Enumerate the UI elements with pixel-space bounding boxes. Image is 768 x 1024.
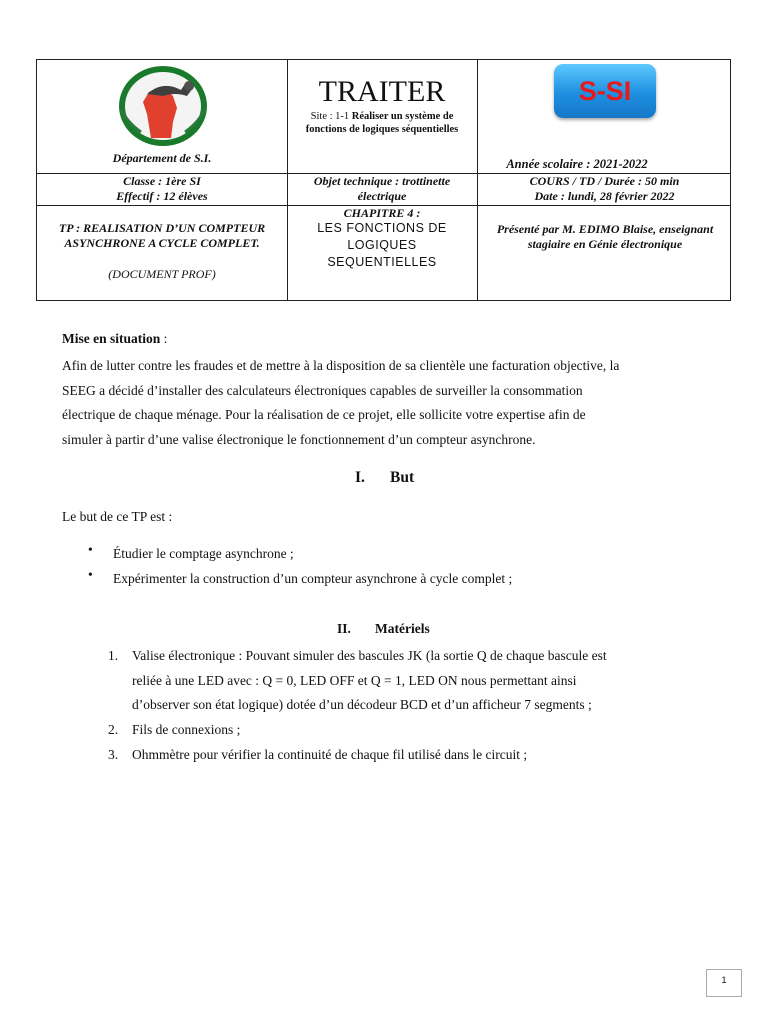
situation-heading — [62, 327, 712, 352]
presented-by: Présenté par M. EDIMO Blaise, enseignant stagiaire en Génie électronique — [496, 222, 714, 251]
chapter-title: LES FONCTIONS DE LOGIQUES SEQUENTIELLES — [317, 221, 447, 269]
doc-prof: (DOCUMENT PROF) — [108, 267, 216, 281]
section-title-materiels: Matériels — [375, 621, 430, 636]
situation-paragraph — [62, 354, 712, 452]
department: Département de S.I. — [112, 151, 212, 165]
paragraph-line: SEEG a décidé d’installer des calculateurs électroniques capables de surveiller la consommation — [62, 382, 583, 398]
ssi-logo: S-SI — [554, 64, 656, 118]
list-item — [132, 644, 732, 718]
effectif: Effectif : 12 élèves — [116, 189, 208, 203]
situation-colon: : — [160, 331, 168, 346]
list-item-line: d’observer son état logique) dotée d’un décodeur BCD et d’un afficheur 7 segments ; — [132, 697, 592, 712]
tp-title: TP : REALISATION D’UN COMPTEUR ASYNCHRONE A CYCLE COMPLET. — [58, 221, 266, 250]
classe: Classe : 1ère SI — [123, 174, 201, 188]
list-item: • — [88, 542, 93, 557]
but-intro: Le but de ce TP est : — [62, 509, 173, 524]
list-number: 2. — [108, 722, 119, 737]
list-item: Étudier le comptage asynchrone ; — [113, 546, 294, 561]
list-number: 1. — [108, 648, 119, 663]
objet-technique: Objet technique : trottinette électrique — [313, 174, 451, 203]
school-logo-icon — [107, 62, 219, 146]
site-text — [295, 110, 469, 136]
school-year: Année scolaire : 2021-2022 — [506, 157, 648, 171]
cours-duree: COURS / TD / Durée : 50 min — [529, 174, 680, 188]
paragraph-line: Afin de lutter contre les fraudes et de mettre à la disposition de sa clientèle une facturation objective, la — [62, 358, 620, 373]
list-item: Expérimenter la construction d’un compteur asynchrone à cycle complet ; — [113, 571, 513, 586]
page-number: 1 — [706, 969, 742, 997]
paragraph-line: simuler à partir d’une valise électronique le fonctionnement d’un compteur asynchrone. — [62, 431, 536, 447]
site-prefix: Site : 1-1 — [310, 111, 352, 122]
site-rest: Réaliser un système de fonctions de logiques séquentielles — [305, 111, 459, 135]
chapter-label: CHAPITRE 4 : — [343, 206, 421, 220]
situation-heading-text: Mise en situation — [62, 331, 161, 346]
list-number: 3. — [108, 747, 119, 762]
list-item: Fils de connexions ; — [132, 722, 241, 737]
list-item-line: Valise électronique : Pouvant simuler des bascules JK (la sortie Q de chaque bascule est — [132, 648, 607, 663]
section-title-but: But — [390, 469, 415, 486]
list-item: Ohmmètre pour vérifier la continuité de chaque fil utilisé dans le circuit ; — [132, 747, 528, 762]
section-number: I. — [355, 469, 365, 486]
date: Date : lundi, 28 février 2022 — [534, 189, 675, 203]
paragraph-line: électrique de chaque ménage. Pour la réalisation de ce projet, elle sollicite votre expertise afin de — [62, 407, 586, 422]
header-table — [36, 59, 731, 301]
list-item-line: reliée à une LED avec : Q = 0, LED OFF et Q = 1, LED ON nous permettant ainsi — [132, 672, 577, 688]
page-title: TRAITER — [318, 75, 446, 108]
section-number: II. — [337, 621, 351, 636]
list-item: • — [88, 567, 93, 582]
